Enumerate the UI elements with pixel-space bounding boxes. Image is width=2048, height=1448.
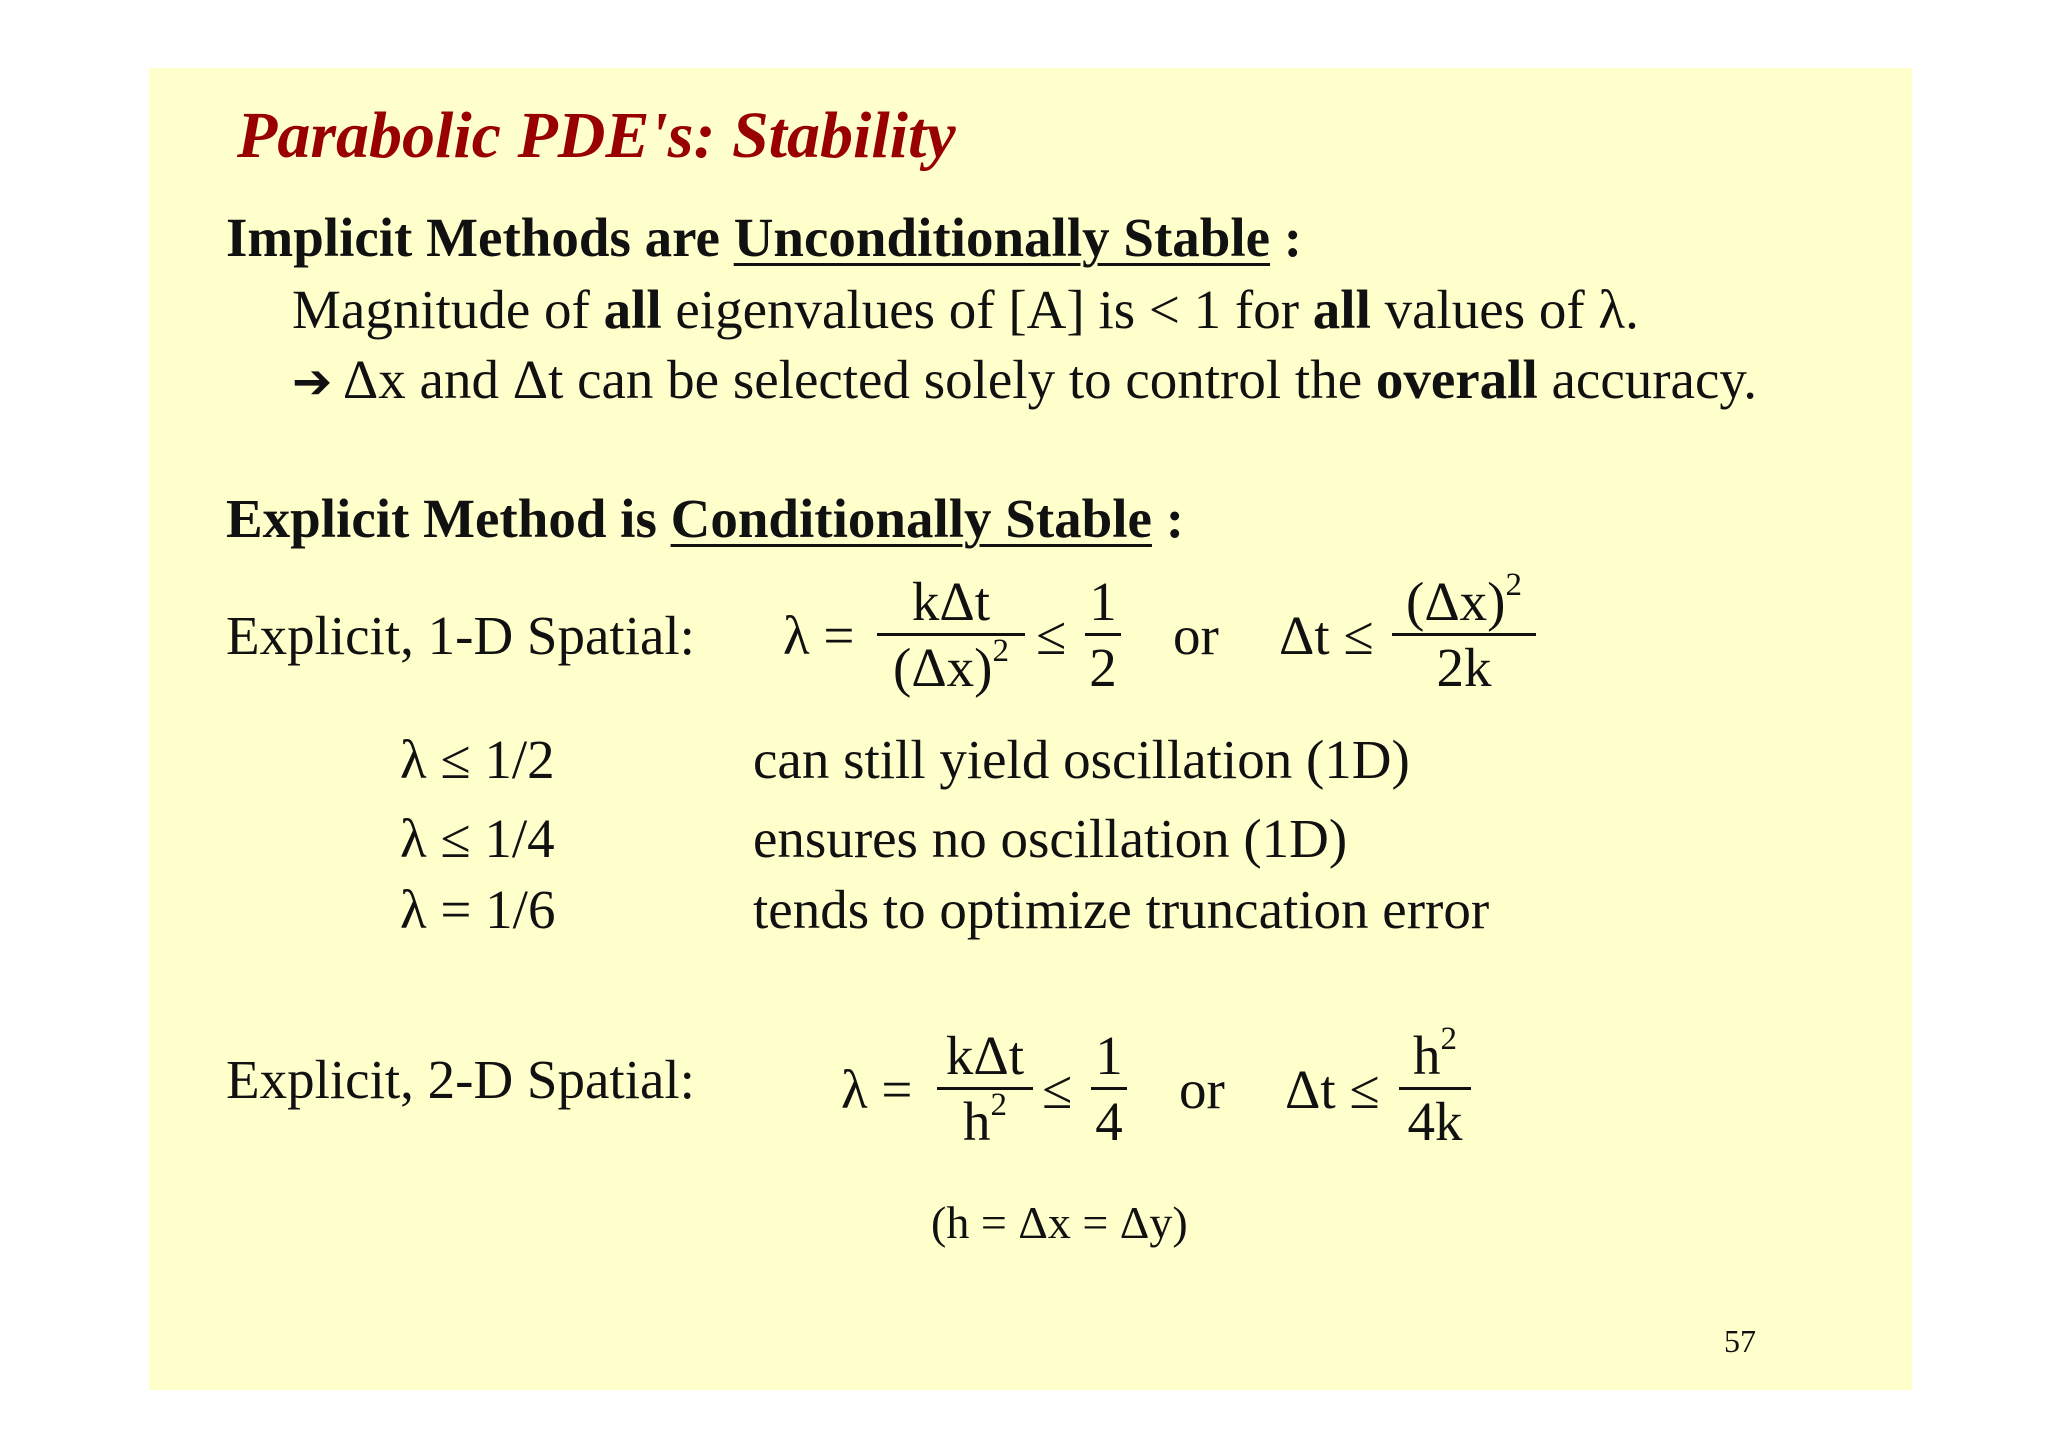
fraction-dx2-over-2k — [1392, 567, 1536, 699]
implicit-heading-suffix: : — [1270, 207, 1303, 268]
num-exponent: 2 — [1505, 567, 1522, 604]
explicit-2d-label: Explicit, 2-D Spatial: — [226, 1049, 695, 1110]
condition-3: λ = 1/6 — [400, 879, 556, 940]
or-text-1d: or — [1173, 605, 1219, 666]
explicit-heading — [226, 487, 1184, 550]
num-exponent: 2 — [1440, 1021, 1457, 1058]
explicit-heading-underlined: Conditionally Stable — [670, 488, 1152, 549]
fraction-numerator — [1399, 1021, 1471, 1087]
h-definition-note: (h = Δx = Δy) — [931, 1197, 1188, 1248]
fraction-numerator: kΔt — [945, 1025, 1025, 1086]
dt-leq-2d: Δt ≤ — [1285, 1059, 1380, 1120]
explicit-1d-label: Explicit, 1-D Spatial: — [226, 605, 695, 666]
fraction-denominator: 4 — [1095, 1091, 1123, 1152]
text-run: accuracy. — [1537, 349, 1758, 410]
fraction-one-half — [1085, 570, 1121, 699]
slide-title: Parabolic PDE's: Stability — [237, 99, 956, 172]
dt-leq-1d: Δt ≤ — [1279, 605, 1374, 666]
text-run-bold: all — [603, 279, 662, 340]
text-run: Magnitude of — [292, 279, 604, 340]
den-exponent: 2 — [992, 633, 1009, 670]
fraction-kdt-over-h2 — [937, 1024, 1033, 1153]
condition-2: λ ≤ 1/4 — [400, 808, 555, 869]
explicit-heading-suffix: : — [1151, 488, 1185, 549]
implicit-heading-underlined: Unconditionally Stable — [733, 207, 1271, 268]
or-text-2d: or — [1179, 1059, 1225, 1120]
fraction-denominator: 2 — [1089, 637, 1117, 698]
fraction-denominator — [937, 1087, 1033, 1153]
fraction-numerator: 1 — [1089, 571, 1117, 632]
fraction-h2-over-4k — [1399, 1021, 1471, 1153]
lambda-eq-2d: λ = — [841, 1059, 913, 1120]
condition-2-desc: ensures no oscillation (1D) — [753, 808, 1348, 869]
lambda-eq-1d: λ = — [783, 605, 855, 666]
slide — [149, 68, 1912, 1390]
condition-1-desc: can still yield oscillation (1D) — [753, 729, 1410, 790]
page-number: 57 — [1724, 1323, 1756, 1359]
fraction-numerator: 1 — [1095, 1025, 1123, 1086]
fraction-denominator: 4k — [1407, 1091, 1463, 1152]
text-run-bold: all — [1312, 279, 1371, 340]
fraction-numerator: kΔt — [911, 571, 991, 632]
fraction-denominator: 2k — [1436, 637, 1492, 698]
condition-3-desc: tends to optimize truncation error — [753, 879, 1490, 940]
arrow-right-icon: ➔ — [292, 354, 333, 410]
num-base: h — [1413, 1025, 1441, 1086]
fraction-denominator — [877, 633, 1025, 699]
num-base: (Δx) — [1406, 571, 1506, 632]
condition-1: λ ≤ 1/2 — [400, 729, 555, 790]
implicit-line-1 — [292, 278, 1639, 341]
den-base: (Δx) — [893, 637, 993, 698]
fraction-numerator — [1392, 567, 1536, 633]
implicit-heading-prefix: Implicit Methods are — [226, 207, 734, 268]
leq-symbol-1d: ≤ — [1036, 605, 1067, 666]
fraction-one-quarter — [1091, 1024, 1127, 1153]
leq-symbol-2d: ≤ — [1042, 1059, 1073, 1120]
fraction-kdt-over-dx2 — [877, 570, 1025, 699]
explicit-heading-prefix: Explicit Method is — [226, 488, 671, 549]
text-run-bold: overall — [1375, 349, 1538, 410]
den-base: h — [963, 1091, 991, 1152]
text-run: Δx and Δt can be selected solely to control the — [332, 349, 1376, 410]
implicit-line-2 — [292, 348, 1757, 411]
text-run: values of λ. — [1370, 279, 1639, 340]
text-run: eigenvalues of [A] is < 1 for — [661, 279, 1313, 340]
implicit-heading — [226, 206, 1302, 269]
den-exponent: 2 — [990, 1087, 1007, 1124]
